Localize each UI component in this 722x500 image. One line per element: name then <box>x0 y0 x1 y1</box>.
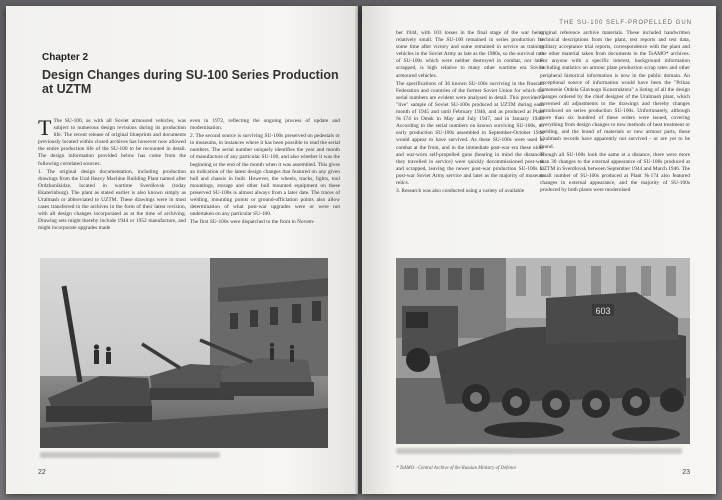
photo-su100-column <box>40 258 328 448</box>
chapter-title: Design Changes during SU-100 Series Production at UZTM <box>42 68 339 96</box>
paragraph <box>38 118 186 168</box>
paragraph: 3. Research was also conducted using a variety of available <box>396 188 525 195</box>
paragraph: The first SU-100s were dispatched to the front in Novem- <box>190 219 315 226</box>
drop-cap: T <box>38 118 52 140</box>
page-number: 22 <box>38 469 46 476</box>
paragraph: original reference archive materials. These included handwritten technical descriptions from the plant, test reports and test data, military acceptance trial reports, correspondence with the plant and the other material taken from documents in the TsAMO* archives. For anyone with a specific interest, background information including statistics on armour plate production scrap rates and other peripheral historical information is now in the public domain. An exceptional source of information would have been the "Prikaz Izmenenie Otdela Glavnogo Konstruktora" a listing of all the design changes ordered by the chief designer of the Uralmash plant, which governed all adjustments to the drawings and thereby changes introduced on series production SU-100s. Unfortunately, although more than six hundred of these orders were issued, covering everything from design changes to new methods of heat treatment or welding, and the brand of materials or new armour parts, these Uralmash records have apparently not survived - or are yet to be found. <box>540 30 690 150</box>
footnote: * TsAMO - Central Archive of the Russian Ministry of Defence <box>396 466 517 471</box>
left-page <box>6 6 358 494</box>
left-text-column-1 <box>38 118 186 254</box>
paragraph: The specifications of 36 known SU-100s surviving in the Russian Federation and countries of the former Soviet Union for which the serial numbers are evident were analysed in detail. This provided a "live" sample of Soviet SU-100s produced at UZTM during each month of 1945 and until February 1946, and as produced at Plant №174 in Omsk in May and July 1947, and in January 1948. According to the serial numbers on known surviving SU-100s, no early production SU-100s assembled in September-October 1944 would appear to have survived. As these SU-100s were used in combat at the front, and in the immediate post-war era these older and war-worn self-propelled guns (bearing in mind the distances they travelled in service) were quickly decommissioned post-war and scrapped, leaving the newer post-war production SU-100s in post-war Soviet Army service and later as the majority of museum relics. <box>396 80 544 186</box>
running-head: THE SU-100 SELF-PROPELLED GUN <box>559 20 692 26</box>
right-page <box>362 6 716 494</box>
paragraph: 1. The original design documentation, including production drawings from the Ural Heavy Machine Building Plant named after Ordzhonikidze, located in wartime Sverdlovsk (today Ekaterinburg). The plant as stated earlier is also known simply as Uralmash or abbreviated to UZTM. These drawings were in most cases transferred to the archives in the form of their latest revision, with all design changes incorporated as at the time of archiving. Drawing sets might thereby include 1944 or 1952 manufacture, and might incorporate upgrades made <box>38 168 186 232</box>
left-text-column-2 <box>190 118 340 254</box>
paragraph: 2. The second source is surviving SU-100s preserved on pedestals or in museums, in instances where it has been possible to read the serial numbers. The serial number uniquely identifies the year and month of manufacture of any particular SU-100, and also whether it was the beginning or the end of the month when it was assembled. This gives an indication of the latest design changes that featured on any given hull and chassis in built. However, the wheels, tracks, lights, tool mountings, storage and other hull mounted equipment on these preserved SU-100s is almost always from a later date. The traces of welding, mounting points or ground-officiation points also allow determination of what post-war upgrades were or were not undertaken on any particular SU-100. <box>190 133 340 218</box>
photo-su100-603 <box>396 258 690 444</box>
photo-image <box>396 258 690 444</box>
photo-image <box>40 258 328 448</box>
chapter-label: Chapter 2 <box>42 52 89 63</box>
paragraph: Though all SU-100s look the same at a distance, there were more than 30 changes to the external appearance of SU-100s produced at UZTM in Sverdlovsk between September 1944 and March 1946. The small number of SU-100s produced at Plant №174 also featured changes in external appearance, and the majority of SU-100s produced by both plants were modernised <box>540 151 690 194</box>
paragraph: ber 1944, with 103 losses in the final stage of the war being relatively small. The SU-100 remained in series production for some time after victory and some remained in service as training vehicles in the Soviet Army as late as the 1980s, so the survival rate of SU-100s which were neither destroyed in combat, nor later scrapped, is high relative to many other wartime era Soviet armoured vehicles. <box>396 30 544 79</box>
paragraph: even in 1972, reflecting the ongoing process of update and modernisation. <box>190 118 340 132</box>
hull-number: 603 <box>595 306 611 316</box>
paragraph-text: The SU-100, as with all Soviet armoured vehicles, was subject to numerous design revisions during its production life. The recent release of original blueprints and documents previously located within closed archives has however now allowed the entire production life of the SU-100 to be recounted in detail. The design information provided below has come from the following correlated sources: <box>38 118 186 167</box>
right-text-column-1 <box>396 30 544 256</box>
photo-caption <box>396 448 682 454</box>
right-text-column-2 <box>540 30 690 256</box>
photo-caption <box>40 452 220 458</box>
page-number: 23 <box>682 469 690 476</box>
